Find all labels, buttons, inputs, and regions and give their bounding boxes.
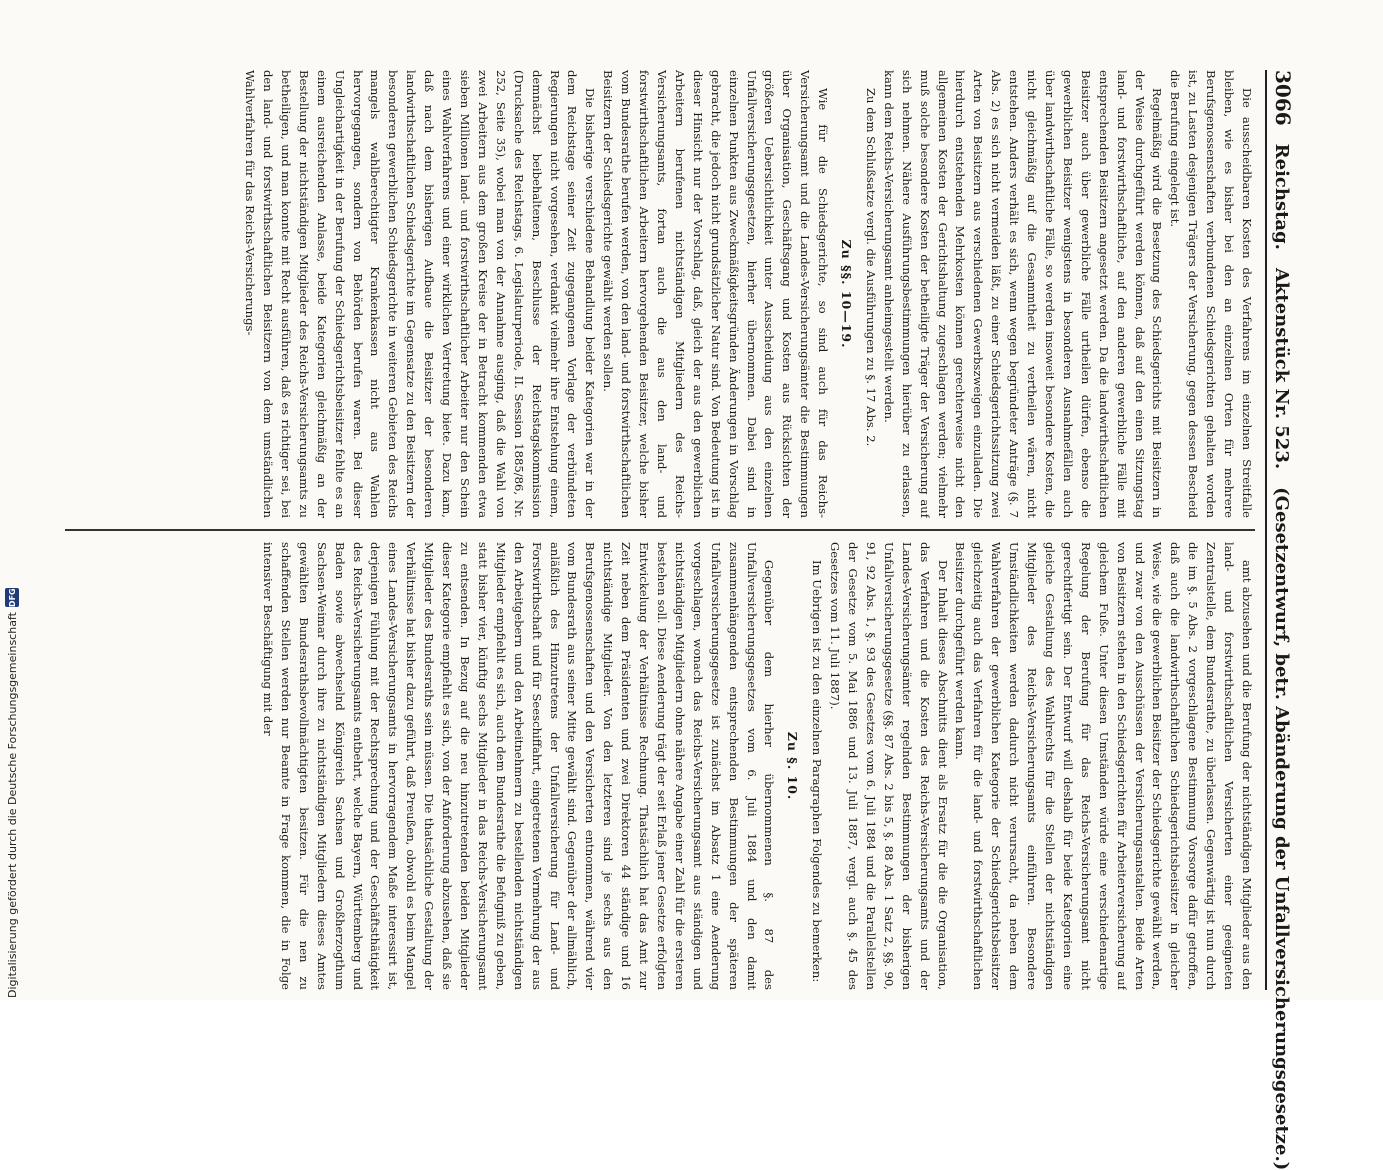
section-heading: Zu §§. 10—19. xyxy=(839,239,855,349)
section-heading: Zu §. 10. xyxy=(785,731,801,801)
paragraph: Gegenüber dem hierher übernommenen §. 87 des Unfallversicherungsgesetzes vom 6. Juli 1884 und den damit zusammenhängenden entsprechenden Bestimmungen der späteren Unfallversicherungsgesetze ist zunächst im Absatz 1 eine Aenderung vorgeschlagen, wonach das Reichs-Versicherungsamt aus ständigen und nichtständigen Mitgliedern ohne nähere Angabe einer Zahl für die ersteren bestehen soll. Diese Aenderung trägt der seit Erlaß jener Gesetze erfolgten Entwickelung der Verhältnisse Rechnung. Thatsächlich hat das Amt zur Zeit neben dem Präsidenten und zwei Direktoren 44 ständige und 16 nichtständige Mitglieder. Von den letzteren sind je sechs aus den Berufsgenossenschaften und den Versicherten entnommen, während vier vom Bundesrath aus seiner Mitte gewählt sind. Gegenüber der allmählich, anläßlich des Hinzutretens der Unfallversicherung für Land- und Forstwirthschaft und für Seeschiffahrt, eingetretenen Vermehrung der aus den Arbeitgebern und den Arbeitnehmern zu bestellenden nichtständigen Mitglieder empfiehlt es sich, auch dem Bundesrathe die Befugniß zu geben, statt bisher vier, künftig sechs Mitglieder in das Reichs-Versicherungsamt zu entsenden. In Bezug auf die neu hinzutretenden beiden Mitglieder dieser Kategorie empfiehlt es sich, von der Anforderung abzusehen, daß sie Mitglieder des Bundesraths sein müssen. Die thatsächliche Gestaltung der Verhältnisse hat bisher dazu geführt, daß Preußen, obwohl es beim Mangel eines Landes-Versicherungsamts in hervorragendem Maße interessirt ist, derjenigen Fühlung mit der Rechtsprechung und der Geschäftsthätigkeit des Reichs-Versicherungsamts entbehrt, welche Bayern, Württemberg und Baden sowie abwechselnd Königreich Sachsen und Großherzogthum Sachsen-Weimar durch ihre zu nichtständigen Mitgliedern dieses Amtes gewählten Bundesrathsbevollmächtigten besitzen. Für die nen zu schaffenden Stellen werden nur Beamte in Frage kommen, die in Folge intensiver Beschäftigung mit der xyxy=(261,542,777,990)
digitization-footer xyxy=(2,588,22,998)
paragraph: Im Uebrigen ist zu den einzelnen Paragraphen Folgendes zu bemerken: xyxy=(810,560,825,983)
paragraph: Der Inhalt dieses Abschnitts dient als Ersatz für die die Organisation, das Verfahren und die Kosten des Reichs-Versicherungsamts und der Landes-Versicherungsämter regelnden Bestimmungen der bisherigen Unfallversicherungsgesetze (§§. 87 Abs. 2 bis 5, §. 88 Abs. 1 Satz 2, §§. 90, 91, 92 Abs. 1, §. 93 des Gesetzes vom 6. Juli 1884 und die Parallelstellen der Gesetze vom 5. Mai 1886 und 13. Juli 1887, vergl. auch §. 45 des Gesetzes vom 11. Juli 1887). xyxy=(828,542,950,990)
footer-credit: Digitalisierung gefördert durch die Deutsche Forschungsgemeinschaft xyxy=(5,612,19,998)
paragraph: amt abzusehen und die Berufung der nichtständigen Mitglieder aus den land- und forstwirthschaftlichen Versicherten einer geeigneten Zentralstelle, dem Bundesrathe, zu überlassen. Gegenwärtig ist nun durch die im §. 5 Abs. 2 vorgeschlagene Bestimmung Vorsorge dafür getroffen, daß auch die landwirthschaftlichen Schiedsgerichtsbeisitzer in gleicher Weise, wie die gewerblichen Beisitzer der Schiedsgerichte gewählt werden, und zwar von den Ausschüssen der Versicherungsanstalten. Beide Arten von Beisitzern stehen in den Schiedsgerichten für Arbeiterversicherung auf gleichem Fuße. Unter diesen Umständen würde eine verschiedenartige Regelung der Berufung für das Reichs-Versicherungsamt nicht gerechtfertigt sein. Der Entwurf will deshalb für beide Kategorien eine gleiche Gestaltung des Wahlrechts für die Stellen der nichtständigen Mitglieder des Reichs-Versicherungsamts einführen. Besondere Umständlichkeiten werden dadurch nicht verursacht, da neben dem Wahlverfahren der gewerblichen Kategorie der Schiedsgerichtsbeisitzer gleichzeitig auch das Verfahren für die land- und forstwirthschaftlichen Beisitzer durchgeführt werden kann. xyxy=(953,542,1254,990)
paragraph: Die bisherige verschiedene Behandlung beider Kategorien war in der dem Reichstage seiner Zeit zugegangenen Vorlage der verbündeten Regierungen nicht vorgesehen, verdankt vielmehr ihre Entstehung einem, demnächst beibehaltenen, Beschlusse der Reichstagskommission (Drucksache des Reichstags, 6. Legislaturperiode, II. Session 1885/86, Nr. 252, Seite 35), wobei man von der Annahme ausging, daß die Wahl von zwei Arbeitern aus dem großen Kreise der in Betracht kommenden etwa sieben Millionen land- und forstwirthschaftlicher Arbeiter nur den Schein eines Wahlverfahrens und einer wirklichen Vertretung biete. Dazu kam, daß nach dem bisherigen Aufbaue die Beisitzer der besonderen landwirthschaftlichen Schiedsgerichte im Gegensatze zu den Beisitzern der besonderen gewerblichen Schiedsgerichte in weiteren Gebieten des Reichs mangels wahlberechtigter Krankenkassen nicht aus Wahlen hervorgegangen, sondern von Behörden berufen waren. Bei dieser Ungleichartigkeit in der Berufung der Schiedsgerichtsbeisitzer fehlte es an einem ausreichenden Anlasse, beide Kategorien gleichmäßig an der Bestellung der nichtständigen Mitglieder des Reichs-Versicherungsamts zu betheiligen, und man konnte mit Recht ausführen, daß es richtiger sei, bei den land- und forstwirthschaftlichen Beisitzern von dem umständlichen Wahlverfahren für das Reichs-Versicherungs- xyxy=(243,70,598,518)
paragraph: Zu dem Schlußsatze vergl. die Ausführungen zu §. 17 Abs. 2. xyxy=(863,88,878,447)
header-title: (Gesetzentwurf, betr. Abänderung der Unfallversicherungsgesetze.) xyxy=(1271,487,1292,1170)
paragraph: Die ausscheidbaren Kosten des Verfahrens im einzelnen Streitfalle bleiben, wie es bisher bei den an einzelnen Orten für mehrere Berufsgenossenschaften verbundenen Schiedsgerichten gehalten worden ist, zu Lasten desjenigen Trägers der Versicherung, gegen dessen Bescheid die Berufung eingelegt ist. xyxy=(1168,70,1254,518)
header-document: Aktenstück Nr. 523. xyxy=(1271,267,1292,470)
page-number: 3066 xyxy=(1271,70,1295,126)
rotated-page-content xyxy=(60,70,1295,1170)
paragraph: Regelmäßig wird die Besetzung des Schiedsgerichts mit Beisitzern in der Weise durchgeführt werden können, daß auf den einen Sitzungstag land- und forstwirthschaftliche, auf den anderen gewerbliche Fälle mit entsprechenden Beisitzern angesetzt werden. Da die landwirthschaftlichen Beisitzer auch über gewerbliche Fälle urtheilen dürfen, ebenso die gewerblichen Beisitzer wenigstens in besonderen Ausnahmefällen auch über landwirthschaftliche Fälle, so werden insoweit besondere Kosten, die nicht gleichmäßig auf die Gesammtheit zu vertheilen wären, nicht entstehen. Anders verhält es sich, wenn wegen begründeter Anträge (§. 7 Abs. 2) es sich nicht vermeiden läßt, zu einer Schiedsgerichtssitzung zwei Arten von Beisitzern aus verschiedenen Gewerbszweigen einzuladen. Die hierdurch entstehenden Mehrkosten können gerechterweise nicht den allgemeinen Kosten der Gerichtshaltung zugeschlagen werden; vielmehr muß solche besondere Kosten der betheiligte Träger der Versicherung auf sich nehmen. Nähere Ausführungsbestimmungen hierüber zu erlassen, kann dem Reichs-Versicherungsamt anheimgestellt werden. xyxy=(881,70,1165,518)
page-header xyxy=(1265,70,1295,1170)
left-column xyxy=(65,70,1255,518)
dfg-logo-icon: DFG xyxy=(5,588,19,607)
right-column xyxy=(65,542,1255,990)
header-source: Reichstag. xyxy=(1271,143,1292,250)
paragraph: Wie für die Schiedsgerichte, so sind auch für das Reichs-Versicherungsamt und die Landes-Versicherungsämter die Bestimmungen über Organisation, Geschäftsgang und Kosten aus Rücksichten der größeren Uebersichtlichkeit unter Ausscheidung aus den einzelnen Unfallversicherungsgesetzen, hierher übernommen. Dabei sind in einzelnen Punkten aus Zweckmäßigkeitsgründen Änderungen in Vorschlag gebracht, die jedoch nicht grundsätzlicher Natur sind. Von Bedeutung ist in dieser Hinsicht nur der Vorschlag, daß, gleich der aus den gewerblichen Arbeitern berufenen nichtständigen Mitgliedern des Reichs-Versicherungsamts, fortan auch die aus den land- und forstwirthschaftlichen Arbeitern hervorgehenden Beisitzer, welche bisher vom Bundesrathe berufen werden, von den land- und forstwirthschaftlichen Beisitzern der Schiedsgerichte gewählt werden sollen. xyxy=(601,70,831,518)
column-divider xyxy=(65,529,1255,531)
